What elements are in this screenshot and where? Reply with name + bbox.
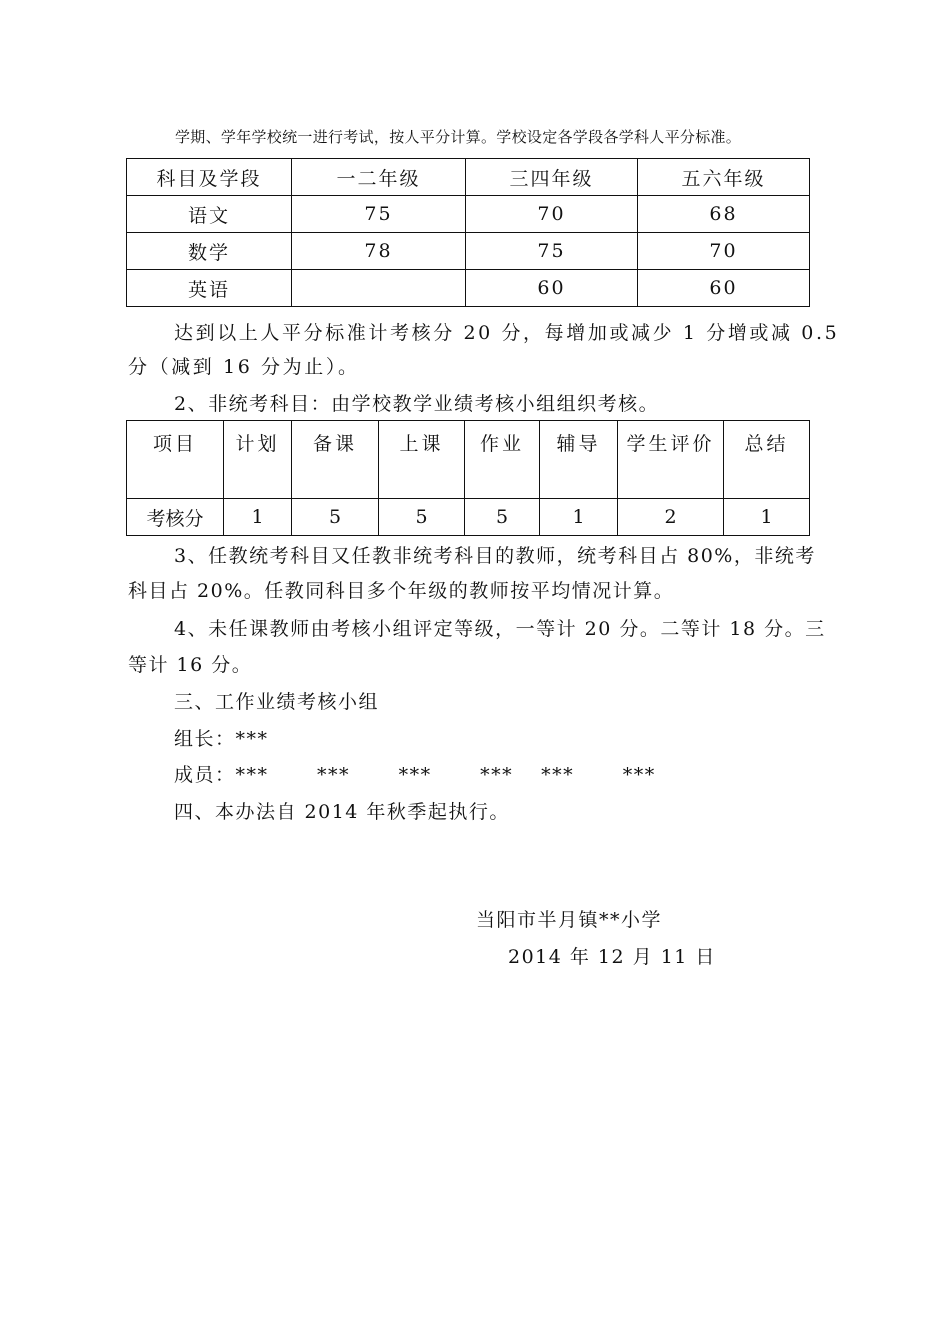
- table-header-row: [127, 159, 810, 196]
- table-header-cell: 上课: [379, 421, 465, 499]
- table-header-cell: 一二年级: [292, 159, 466, 196]
- signature: 当阳市半月镇**小学: [476, 909, 663, 931]
- table-cell: 1: [724, 499, 810, 536]
- table-header-row: [127, 421, 810, 499]
- table-cell: 70: [466, 196, 638, 233]
- subject-score-table: [126, 158, 810, 307]
- paragraph-line: 4、未任课教师由考核小组评定等级，一等计 20 分。二等计 18 分。三: [174, 618, 826, 640]
- intro-text: 学期、学年学校统一进行考试，按人平分计算。学校设定各学段各学科人平分标准。: [175, 128, 742, 146]
- table-header-cell: 总结: [724, 421, 810, 499]
- leader-line: 组长：***: [174, 728, 269, 750]
- table-cell: 英语: [127, 270, 292, 307]
- table-cell: 75: [292, 196, 466, 233]
- section-heading: 四、本办法自 2014 年秋季起执行。: [174, 801, 510, 823]
- non-exam-assessment-table: [126, 420, 810, 536]
- table-cell: 5: [292, 499, 379, 536]
- table-row: [127, 270, 810, 307]
- paragraph-line: 3、任教统考科目又任教非统考科目的教师，统考科目占 80%，非统考: [174, 545, 816, 567]
- table-cell: 68: [638, 196, 810, 233]
- table-cell: 78: [292, 233, 466, 270]
- date: 2014 年 12 月 11 日: [508, 946, 716, 968]
- table-cell: 考核分: [127, 499, 224, 536]
- table-cell: 1: [224, 499, 292, 536]
- table-cell: 2: [618, 499, 724, 536]
- paragraph-line: 等计 16 分。: [128, 654, 253, 676]
- members-line: 成员：*** *** *** *** *** ***: [174, 764, 656, 786]
- table-header-cell: 计划: [224, 421, 292, 499]
- table-cell: 5: [379, 499, 465, 536]
- section-heading: 三、工作业绩考核小组: [174, 691, 380, 713]
- paragraph-line: 达到以上人平分标准计考核分 20 分，每增加或减少 1 分增或减 0.5: [174, 322, 840, 344]
- table-header-cell: 五六年级: [638, 159, 810, 196]
- table-cell: 70: [638, 233, 810, 270]
- table-cell: 75: [466, 233, 638, 270]
- table-header-cell: 三四年级: [466, 159, 638, 196]
- table-header-cell: 备课: [292, 421, 379, 499]
- table-cell: 1: [540, 499, 618, 536]
- paragraph-line: 分（减到 16 分为止）。: [128, 356, 360, 378]
- table-cell: 5: [465, 499, 540, 536]
- paragraph-line: 2、非统考科目：由学校教学业绩考核小组组织考核。: [174, 393, 660, 415]
- table-header-cell: 作业: [465, 421, 540, 499]
- table-cell: 60: [466, 270, 638, 307]
- table-cell: 数学: [127, 233, 292, 270]
- table-header-cell: 辅导: [540, 421, 618, 499]
- table-cell: 60: [638, 270, 810, 307]
- table-row: [127, 233, 810, 270]
- table-cell: [292, 270, 466, 307]
- table-header-cell: 学生评价: [618, 421, 724, 499]
- table-header-cell: 科目及学段: [127, 159, 292, 196]
- table-row: [127, 499, 810, 536]
- table-cell: 语文: [127, 196, 292, 233]
- table-header-cell: 项目: [127, 421, 224, 499]
- table-row: [127, 196, 810, 233]
- paragraph-line: 科目占 20%。任教同科目多个年级的教师按平均情况计算。: [128, 580, 675, 602]
